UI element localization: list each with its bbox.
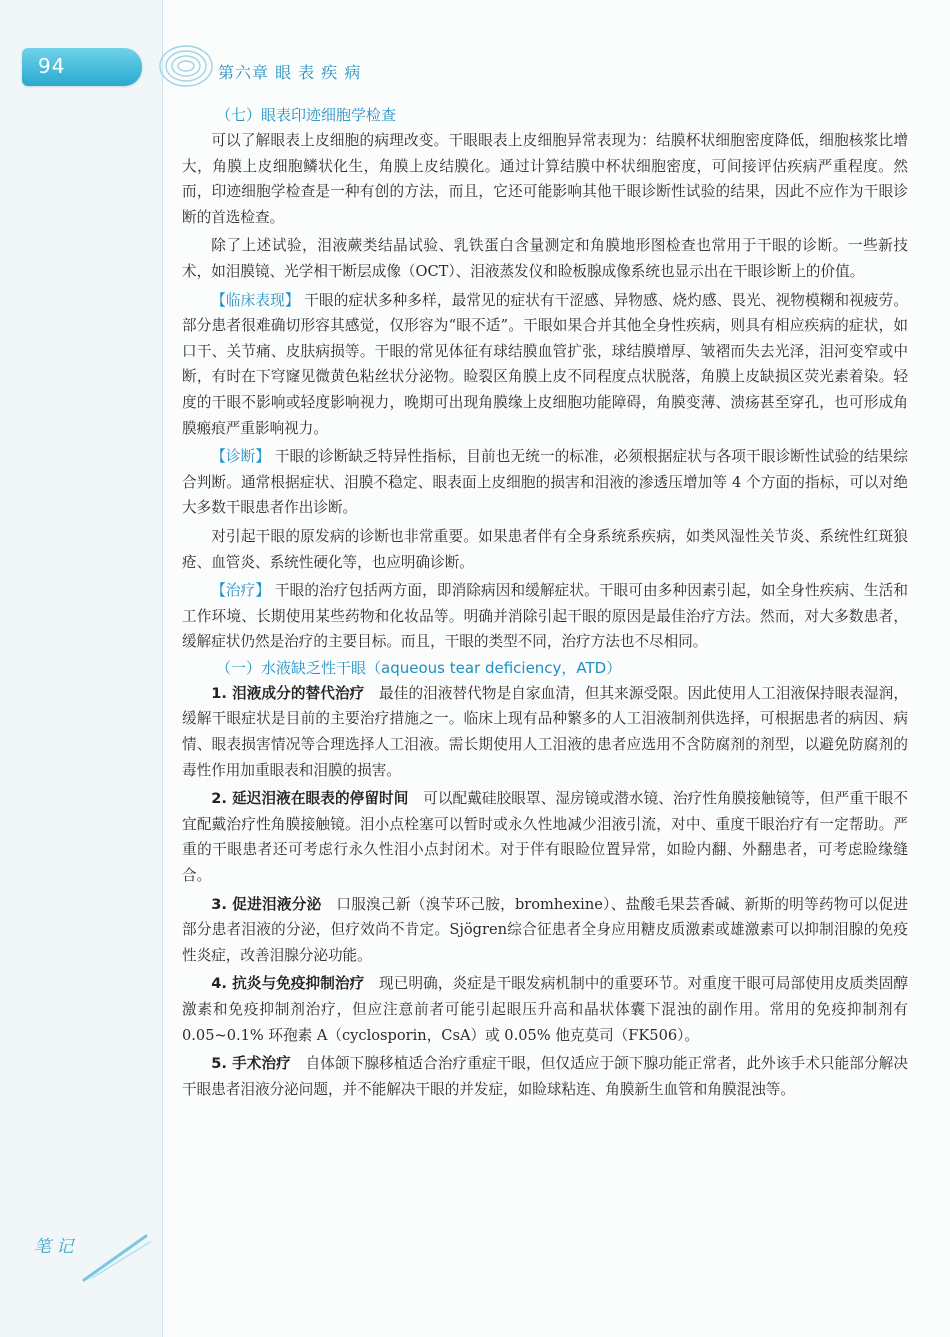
item-text: 可以配戴硅胶眼罩、湿房镜或潜水镜、治疗性角膜接触镜等，但严重干眼不宜配戴治疗性角膜接触镜。泪小点栓塞可以暂时或永久性地减少泪液引流，对中、重度干眼治疗有一定帮助。严重的干眼患者还可考虑行永久性泪小点封闭术。对于伴有眼睑位置异常，如睑内翻、外翻患者，可考虑睑缘缝合。: [182, 790, 908, 885]
item-text: 口服溴己新（溴苄环己胺，bromhexine）、盐酸毛果芸香碱、新斯的明等药物可以促进部分患者泪液的分泌，但疗效尚不肯定。Sjögren综合征患者全身应用糖皮质激素或雄激素可以抑制泪腺的免疫性炎症，改善泪腺分泌功能。: [182, 895, 908, 964]
treatment-item-4: [182, 971, 908, 1048]
treatment-tag: 【治疗】: [211, 582, 271, 600]
treatment-item-2: [182, 786, 908, 888]
section-heading-atd: （一）水液缺乏性干眼（aqueous tear deficiency，ATD）: [216, 658, 622, 677]
paragraph: 对引起干眼的原发病的诊断也非常重要。如果患者伴有全身系统系疾病，如类风湿性关节炎、系统性红斑狼疮、血管炎、系统性硬化等，也应明确诊断。: [182, 527, 908, 571]
clinical-text: 干眼的症状多种多样，最常见的症状有干涩感、异物感、烧灼感、畏光、视物模糊和视疲劳。部分患者很难确切形容其感觉，仅形容为“眼不适”。干眼如果合并其他全身性疾病，则具有相应疾病的症状，如口干、关节痛、皮肤病损等。干眼的常见体征有球结膜血管扩张，球结膜增厚、皱褶而失去光泽，泪河变窄或中断，有时在下穹窿见微黄色粘丝状分泌物。睑裂区角膜上皮不同程度点状脱落，角膜上皮缺损区荧光素着染。轻度的干眼不影响或轻度影响视力，晚期可出现角膜缘上皮细胞功能障碍，角膜变薄、溃疡甚至穿孔，也可形成角膜瘢痕严重影响视力。: [182, 291, 908, 437]
treatment-paragraph: [182, 578, 908, 655]
page-content: [182, 102, 908, 1102]
section-heading-impression-cytology: （七）眼表印迹细胞学检查: [216, 106, 397, 124]
paragraph: 除了上述试验，泪液蕨类结晶试验、乳铁蛋白含量测定和角膜地形图检查也常用于干眼的诊断。一些新技术，如泪膜镜、光学相干断层成像（OCT）、泪液蒸发仪和睑板腺成像系统也显示出在干眼诊断上的价值。: [182, 237, 908, 280]
item-title: 1. 泪液成分的替代治疗: [211, 684, 365, 702]
diagnosis-text: 干眼的诊断缺乏特异性指标，目前也无统一的标准，必须根据症状与各项干眼诊断性试验的结果综合判断。通常根据症状、泪膜不稳定、眼表面上皮细胞的损害和泪液的渗透压增加等 4 个方面的指标，可以对绝大多数干眼患者作出诊断。: [182, 448, 908, 517]
treatment-item-3: [182, 892, 908, 969]
treatment-item-1: [182, 681, 908, 783]
item-text: 自体颌下腺移植适合治疗重症干眼，但仅适应于颌下腺功能正常者，此外该手术只能部分解决干眼患者泪液分泌问题，并不能解决干眼的并发症，如睑球粘连、角膜新生血管和角膜混浊等。: [182, 1055, 908, 1098]
swirl-decoration-icon: [156, 40, 216, 92]
paragraph: 可以了解眼表上皮细胞的病理改变。干眼眼表上皮细胞异常表现为：结膜杯状细胞密度降低，细胞核浆比增大，角膜上皮细胞鳞状化生，角膜上皮结膜化。通过计算结膜中杯状细胞密度，可间接评估疾病严重程度。然而，印迹细胞学检查是一种有创的方法，而且，它还可能影响其他干眼诊断性试验的结果，因此不应作为干眼诊断的首选检查。: [182, 132, 908, 226]
item-title: 3. 促进泪液分泌: [211, 895, 322, 913]
item-title: 2. 延迟泪液在眼表的停留时间: [211, 790, 409, 808]
item-title: 4. 抗炎与免疫抑制治疗: [211, 975, 365, 993]
item-text: 最佳的泪液替代物是自家血清，但其来源受限。因此使用人工泪液保持眼表湿润，缓解干眼症状是目前的主要治疗措施之一。临床上现有品种繁多的人工泪液制剂供选择，可根据患者的病因、病情、眼表损害情况等合理选择人工泪液。需长期使用人工泪液的患者应选用不含防腐剂的剂型，以避免防腐剂的毒性作用加重眼表和泪膜的损害。: [182, 684, 908, 779]
notes-label: 笔 记: [34, 1237, 74, 1257]
treatment-text: 干眼的治疗包括两方面，即消除病因和缓解症状。干眼可由多种因素引起，如全身性疾病、生活和工作环境、长期使用某些药物和化妆品等。明确并消除引起干眼的原因是最佳治疗方法。然而，对大多数患者，缓解症状仍然是治疗的主要目标。而且，干眼的类型不同，治疗方法也不尽相同。: [182, 582, 908, 651]
item-text: 现已明确，炎症是干眼发病机制中的重要环节。对重度干眼可局部使用皮质类固醇激素和免疫抑制剂治疗，但应注意前者可能引起眼压升高和晶状体囊下混浊的副作用。常用的免疫抑制剂有 0.05~0.1% 环孢素 A（cyclosporin，CsA）或 0.05% 他克莫司（FK506）。: [182, 975, 908, 1044]
item-title: 5. 手术治疗: [211, 1055, 291, 1073]
clinical-tag: 【临床表现】: [211, 291, 300, 309]
chapter-title: 第六章 眼 表 疾 病: [218, 63, 362, 82]
diagnosis-tag: 【诊断】: [211, 448, 271, 466]
diagnosis-paragraph: [182, 444, 908, 521]
left-margin-sidebar: [0, 0, 162, 1337]
margin-divider: [162, 0, 163, 1337]
pen-stroke-icon: [34, 1228, 154, 1288]
treatment-item-5: [182, 1051, 908, 1102]
clinical-paragraph: [182, 288, 908, 442]
page-number: 94: [38, 54, 66, 78]
